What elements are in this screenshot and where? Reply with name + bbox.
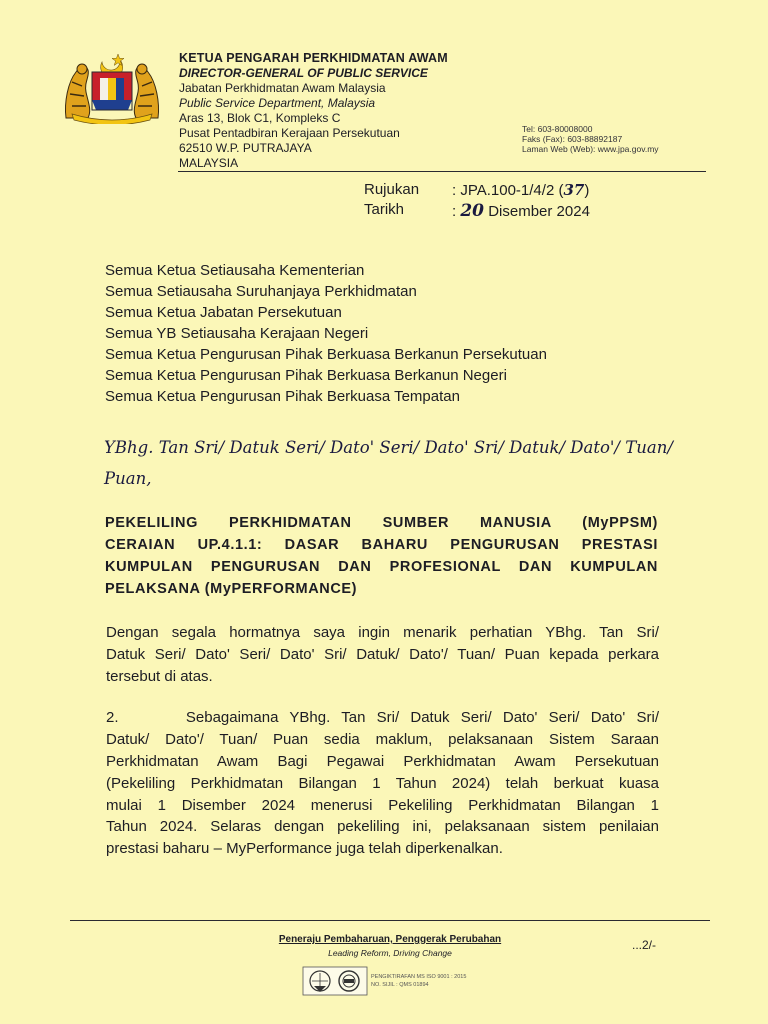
date-month-year: Disember 2024 [488,203,590,220]
recipient-item: Semua Setiausaha Suruhanjaya Perkhidmatan [105,283,417,300]
contact-fax: Faks (Fax): 603-88892187 [522,134,623,144]
footer-divider [70,920,710,921]
reference-handwritten-number: 37 [563,181,585,199]
recipient-item: Semua Ketua Jabatan Persekutuan [105,304,342,321]
date-handwritten-day: 20 [460,201,485,221]
footer-motto: Peneraju Pembaharuan, Penggerak Perubahan [278,934,502,945]
body-line: Datuk/ Dato'/ Tuan/ Puan sedia maklum, pelaksanaan Sistem Saraan [106,731,659,748]
recipient-item: Semua Ketua Pengurusan Pihak Berkuasa Berkanun Negeri [105,367,507,384]
contact-tel: Tel: 603-80008000 [522,124,593,134]
date-label: Tarikh [364,201,405,218]
recipient-item: Semua YB Setiausaha Kerajaan Negeri [105,325,369,342]
malaysia-coat-of-arms-icon [62,52,162,124]
letterhead-title-ms: KETUA PENGARAH PERKHIDMATAN AWAM [179,51,448,65]
subject-line: PEKELILING PERKHIDMATAN SUMBER MANUSIA (MyPPSM) [105,515,658,531]
iso-certification-line: PENGIKTIRAFAN MS ISO 9001 : 2015 [371,974,467,980]
body-line: Datuk Seri/ Dato' Seri/ Dato' Sri/ Datuk/ Dato'/ Tuan/ Puan kepada perkara [106,646,659,663]
reference-number [452,181,589,199]
body-line: (Pekeliling Perkhidmatan Bilangan 1 Tahun 2024) telah berkuat kuasa [106,775,659,792]
recipient-item: Semua Ketua Pengurusan Pihak Berkuasa Tempatan [105,388,460,405]
body-line: tersebut di atas. [106,668,213,685]
body-line: 2. Sebagaimana YBhg. Tan Sri/ Datuk Seri/ Dato' Seri/ Dato' Sri/ [106,709,659,726]
page-indicator: ...2/- [632,938,657,952]
reference-close-paren: ) [584,182,590,199]
letterhead-dept-ms: Jabatan Perkhidmatan Awam Malaysia [179,81,386,95]
reference-value-text: : JPA.100-1/4/2 ( [452,182,564,199]
subject-line: CERAIAN UP.4.1.1: DASAR BAHARU PENGURUSAN PRESTASI [105,537,658,553]
letterhead-divider [178,171,706,172]
footer-motto-english: Leading Reform, Driving Change [328,948,452,958]
subject-line: KUMPULAN PENGURUSAN DAN PROFESIONAL DAN KUMPULAN [105,559,658,575]
address-line: Pusat Pentadbiran Kerajaan Persekutuan [179,126,400,140]
recipient-list [105,260,547,407]
address-line: MALAYSIA [179,156,239,170]
date-colon: : [452,203,457,220]
recipient-item: Semua Ketua Setiausaha Kementerian [105,262,365,279]
body-line: Tahun 2024. Selaras dengan pekeliling ini, pelaksanaan sistem penilaian [106,818,659,835]
body-line: Perkhidmatan Awam Bagi Pegawai Perkhidmatan Awam Persekutuan [106,753,659,770]
letterhead-dept-en: Public Service Department, Malaysia [179,96,376,110]
subject-line: PELAKSANA (MyPERFORMANCE) [105,581,358,597]
recipient-item: Semua Ketua Pengurusan Pihak Berkuasa Berkanun Persekutuan [105,346,547,363]
body-line: mulai 1 Disember 2024 menerusi Pekeliling Perkhidmatan Bilangan 1 [106,797,659,814]
salutation-line: YBhg. Tan Sri/ Datuk Seri/ Dato' Seri/ Dato' Sri/ Datuk/ Dato'/ Tuan/ [104,438,673,457]
letterhead-title-en: DIRECTOR-GENERAL OF PUBLIC SERVICE [179,66,428,80]
address-line: Aras 13, Blok C1, Kompleks C [179,111,341,125]
iso-certification-line: NO. SIJIL : QMS 01894 [371,982,429,988]
body-line: prestasi baharu – MyPerformance juga telah diperkenalkan. [106,840,503,857]
iso-certification-logos-icon [302,966,368,996]
body-line: Dengan segala hormatnya saya ingin menarik perhatian YBhg. Tan Sri/ [106,624,659,641]
salutation-line: Puan, [104,469,152,488]
contact-web: Laman Web (Web): www.jpa.gov.my [522,144,659,154]
address-line: 62510 W.P. PUTRAJAYA [179,141,312,155]
date-value [452,201,590,221]
reference-label: Rujukan [364,181,420,198]
